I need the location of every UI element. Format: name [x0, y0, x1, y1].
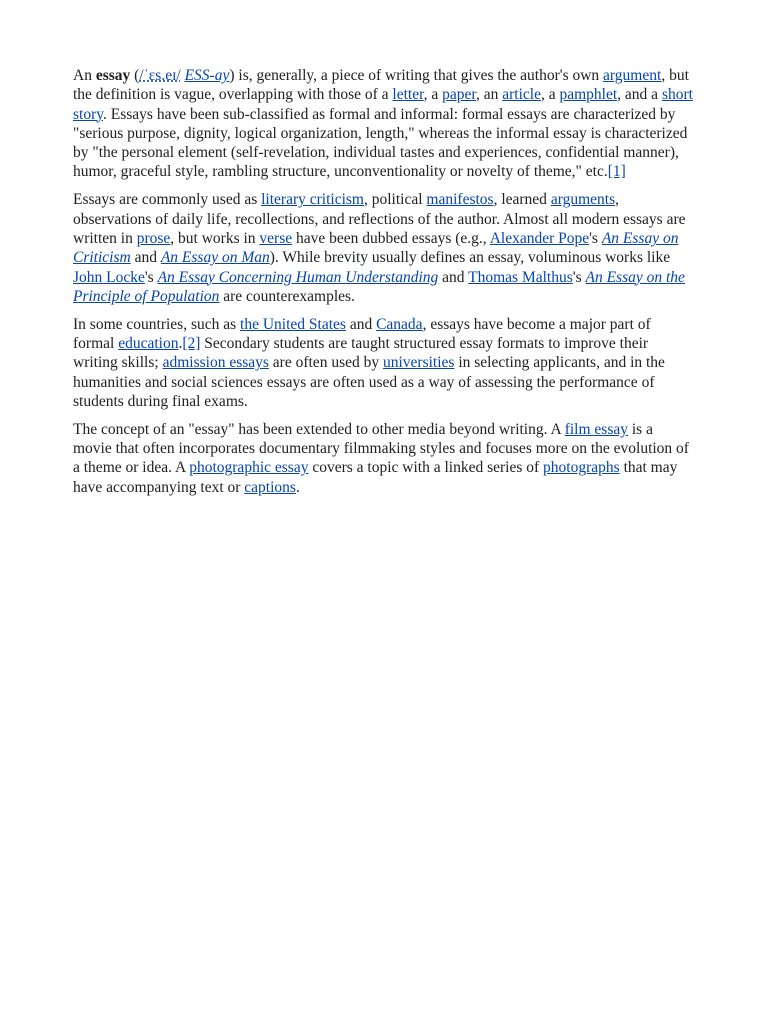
title-essay-on-criticism: An Essay on Criticism: [73, 229, 679, 267]
text: , essays have become a major part of formal: [73, 315, 651, 353]
text: , observations of daily life, recollections, and reflections of the author. Almost all modern essays are written in: [73, 191, 686, 247]
paragraph-uses: [73, 190, 695, 306]
link-john-locke[interactable]: John Locke: [73, 268, 145, 286]
ipa-pronunciation[interactable]: /ˈɛs.eɪ/: [139, 67, 181, 84]
link-short-story[interactable]: short story: [73, 86, 693, 123]
text: , but works in: [170, 229, 260, 247]
link-thomas-malthus[interactable]: Thomas Malthus: [468, 268, 573, 286]
link-pamphlet[interactable]: pamphlet: [559, 86, 618, 104]
text: are often used by: [268, 354, 383, 372]
text: and: [345, 315, 377, 333]
text: that may have accompanying text or: [73, 459, 678, 496]
text: Essays are commonly used as: [73, 191, 262, 209]
respelling-text: ESS-ay: [184, 67, 230, 84]
text: are counterexamples.: [219, 287, 355, 305]
text: , a: [423, 86, 443, 104]
link-alexander-pope[interactable]: Alexander Pope: [489, 229, 590, 247]
text: 's: [144, 268, 158, 286]
text: , a: [540, 86, 560, 104]
text: covers a topic with a linked series of: [308, 459, 544, 477]
link-film-essay[interactable]: film essay: [564, 420, 628, 438]
respelling-link[interactable]: [185, 67, 230, 84]
text: .: [178, 335, 183, 353]
text: .: [295, 478, 300, 496]
title-essay-human-understanding: An Essay Concerning Human Understanding: [157, 268, 439, 286]
text: 's: [572, 268, 586, 286]
title-essay-on-man: An Essay on Man: [160, 249, 270, 267]
link-prose[interactable]: prose: [136, 229, 171, 247]
text: , an: [475, 86, 503, 104]
link-canada[interactable]: Canada: [376, 315, 423, 333]
text: ). While brevity usually defines an essay, voluminous works like: [269, 249, 671, 267]
text: ) is, generally, a piece of writing that gives the author's own: [229, 67, 604, 84]
text: and: [438, 268, 469, 286]
link-paper[interactable]: paper: [442, 86, 476, 104]
link-photographic-essay[interactable]: photographic essay: [189, 459, 309, 477]
link-essay-on-man[interactable]: [161, 249, 270, 266]
link-education[interactable]: education: [118, 335, 179, 353]
link-verse[interactable]: verse: [259, 229, 293, 247]
link-literary-criticism[interactable]: literary criticism: [261, 191, 364, 209]
text: , and a: [617, 86, 662, 104]
link-admission-essays[interactable]: admission essays: [162, 354, 269, 372]
text: The concept of an "essay" has been extended to other media beyond writing. A: [73, 420, 565, 438]
link-essay-human-understanding[interactable]: [158, 269, 439, 286]
term-essay: essay: [95, 67, 131, 84]
text: , but the definition is vague, overlapping with those of a: [73, 67, 689, 104]
title-essay-principle-population: An Essay on the Principle of Population: [73, 268, 685, 305]
link-united-states[interactable]: the United States: [240, 315, 346, 333]
article-body: [73, 66, 695, 506]
link-manifestos[interactable]: manifestos: [426, 191, 494, 209]
paragraph-education: [73, 315, 695, 411]
text: is a movie that often incorporates documentary filmmaking styles and focuses more on the evolution of a theme or idea. A: [73, 420, 689, 477]
text: (: [130, 67, 140, 84]
text: , learned: [493, 191, 551, 209]
text: in selecting applicants, and in the humanities and social sciences essays are often used as a way of assessing the performance of students during final exams.: [73, 354, 665, 410]
text: have been dubbed essays (e.g.,: [292, 229, 490, 247]
link-letter[interactable]: letter: [392, 86, 424, 104]
link-photographs[interactable]: photographs: [543, 459, 620, 477]
link-captions[interactable]: captions: [244, 478, 296, 496]
text: . Essays have been sub-classified as formal and informal: formal essays are characterized by "serious purpose, dignity, logical organization, length," whereas the informal essay is characterized by "the personal element (self-revelation, individual tastes and experiences, confidential manner), humor, graceful style, rambling structure, unconventionality or novelty of theme," etc.: [73, 105, 688, 181]
text: and: [130, 249, 161, 267]
citation-2[interactable]: [2]: [182, 335, 201, 353]
link-article[interactable]: article: [502, 86, 541, 104]
citation-1[interactable]: [1]: [607, 163, 626, 181]
text: , political: [364, 191, 427, 209]
link-arguments[interactable]: arguments: [550, 191, 616, 209]
paragraph-other-media: [73, 420, 695, 497]
text: 's: [589, 229, 602, 247]
text: An: [73, 67, 96, 84]
link-universities[interactable]: universities: [382, 354, 455, 372]
text: Secondary students are taught structured essay formats to improve their writing skills;: [73, 335, 649, 372]
paragraph-definition: [73, 66, 695, 182]
link-argument[interactable]: argument: [603, 67, 662, 84]
text: In some countries, such as: [73, 315, 241, 333]
